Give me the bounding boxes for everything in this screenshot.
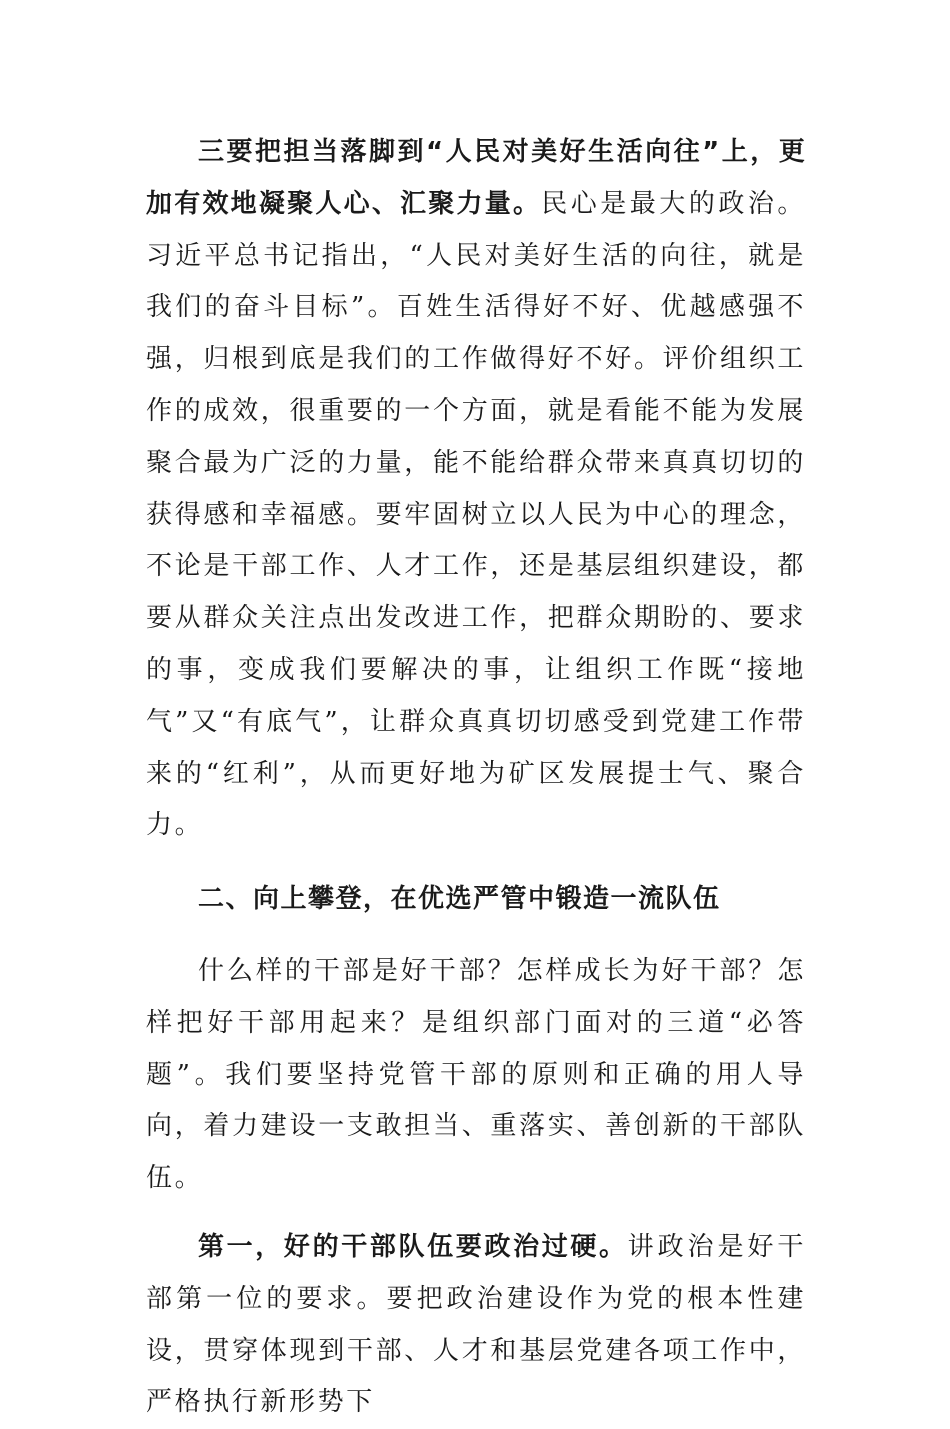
paragraph-text: 讲政治是好干部第一位的要求。要把政治建设作为党的根本性建设，贯穿体现到干部、人才和基层党建各项工作中，严格执行新形势下 xyxy=(146,1231,806,1418)
document-body xyxy=(146,127,806,1429)
paragraph-text: 民心是最大的政治。习近平总书记指出，“人民对美好生活的向往，就是我们的奋斗目标”。百姓生活得好不好、优越感强不强，归根到底是我们的工作做得好不好。评价组织工作的成效，很重要的一个方面，就是看能不能为发展聚合最为广泛的力量，能不能给群众带来真真切切的获得感和幸福感。要牢固树立以人民为中心的理念，不论是干部工作、人才工作，还是基层组织建设，都要从群众关注点出发改进工作，把群众期盼的、要求的事，变成我们要解决的事，让组织工作既“接地气”又“有底气”，让群众真真切切感受到党建工作带来的“红利”，从而更好地为矿区发展提士气、聚合力。 xyxy=(146,188,807,841)
paragraph-good-cadres xyxy=(146,946,806,1205)
section-heading-2: 二、向上攀登，在优选严管中锻造一流队伍 xyxy=(198,884,721,915)
paragraph-lead-bold: 三要把担当落脚到“人民对美好生活向往”上，更加有效地凝聚人心、汇聚力量。 xyxy=(146,137,806,219)
paragraph-lead-bold: 第一，好的干部队伍要政治过硬。 xyxy=(198,1231,628,1262)
paragraph-text: 什么样的干部是好干部？怎样成长为好干部？怎样把好干部用起来？是组织部门面对的三道“必答题”。我们要坚持党管干部的原则和正确的用人导向，着力建设一支敢担当、重落实、善创新的干部队伍。 xyxy=(146,955,806,1194)
paragraph-political-firm xyxy=(146,1222,806,1429)
paragraph-people-aspiration xyxy=(146,127,806,852)
